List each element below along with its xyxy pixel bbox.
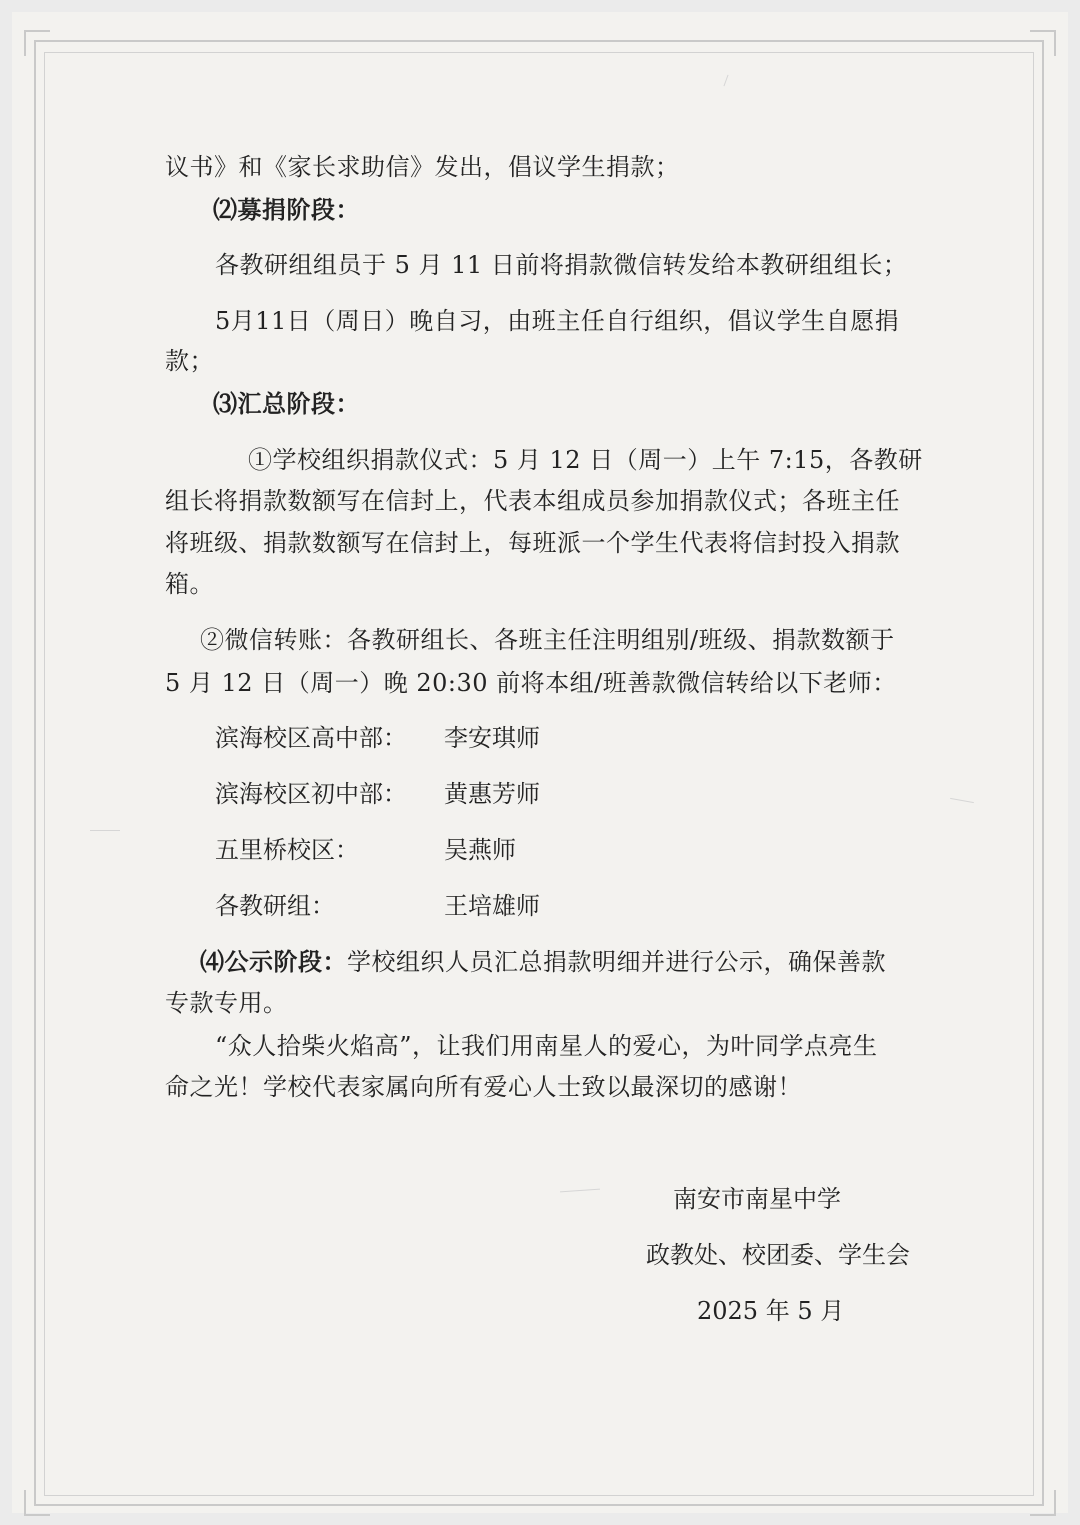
paragraph-line: 组长将捐款数额写在信封上，代表本组成员参加捐款仪式；各班主任 bbox=[165, 487, 900, 515]
paragraph-line: “众人拾柴火焰高”，让我们用南星人的爱心，为叶同学点亮生 bbox=[215, 1032, 878, 1060]
contact-label: 滨海校区初中部： bbox=[215, 780, 407, 808]
paragraph-line bbox=[200, 945, 960, 979]
contact-name: 李安琪师 bbox=[444, 724, 540, 752]
paragraph-line: ②微信转账：各教研组长、各班主任注明组别/班级、捐款数额于 bbox=[200, 626, 895, 654]
contact-label: 五里桥校区： bbox=[215, 836, 359, 864]
frame-corner-top-left bbox=[24, 30, 50, 56]
frame-corner-bottom-right bbox=[1030, 1490, 1056, 1516]
section-heading-fundraising: ⑵募捐阶段： bbox=[213, 195, 360, 224]
paragraph-line: 款； bbox=[165, 347, 214, 375]
section-heading-summary: ⑶汇总阶段： bbox=[213, 389, 360, 418]
section-heading-publicity: ⑷公示阶段： bbox=[200, 947, 347, 976]
contact-name: 吴燕师 bbox=[444, 836, 516, 864]
signature-departments: 政教处、校团委、学生会 bbox=[646, 1241, 910, 1269]
paragraph-text: 学校组织人员汇总捐款明细并进行公示，确保善款 bbox=[347, 948, 886, 976]
contact-name: 王培雄师 bbox=[444, 892, 540, 920]
paragraph-line: 5月11日（周日）晚自习，由班主任自行组织，倡议学生自愿捐 bbox=[215, 307, 900, 335]
contact-label: 滨海校区高中部： bbox=[215, 724, 407, 752]
paragraph-line: 5 月 12 日（周一）晚 20:30 前将本组/班善款微信转给以下老师： bbox=[165, 669, 897, 697]
frame-corner-top-right bbox=[1030, 30, 1056, 56]
signature-school: 南安市南星中学 bbox=[673, 1185, 841, 1213]
paper-fleck bbox=[90, 830, 120, 831]
paragraph-line: 命之光！学校代表家属向所有爱心人士致以最深切的感谢！ bbox=[165, 1073, 802, 1101]
contact-name: 黄惠芳师 bbox=[444, 780, 540, 808]
frame-corner-bottom-left bbox=[24, 1490, 50, 1516]
paragraph-line: 将班级、捐款数额写在信封上，每班派一个学生代表将信封投入捐款 bbox=[165, 529, 900, 557]
contact-label: 各教研组： bbox=[215, 892, 335, 920]
paragraph-line: 箱。 bbox=[165, 570, 214, 598]
paragraph-line: 各教研组组员于 5 月 11 日前将捐款微信转发给本教研组组长； bbox=[215, 251, 908, 279]
signature-date: 2025 年 5 月 bbox=[697, 1297, 845, 1325]
paragraph-line: 专款专用。 bbox=[165, 989, 288, 1017]
paragraph-line: 议书》和《家长求助信》发出，倡议学生捐款； bbox=[165, 153, 680, 181]
paragraph-line: ①学校组织捐款仪式：5 月 12 日（周一）上午 7:15，各教研 bbox=[248, 446, 923, 474]
